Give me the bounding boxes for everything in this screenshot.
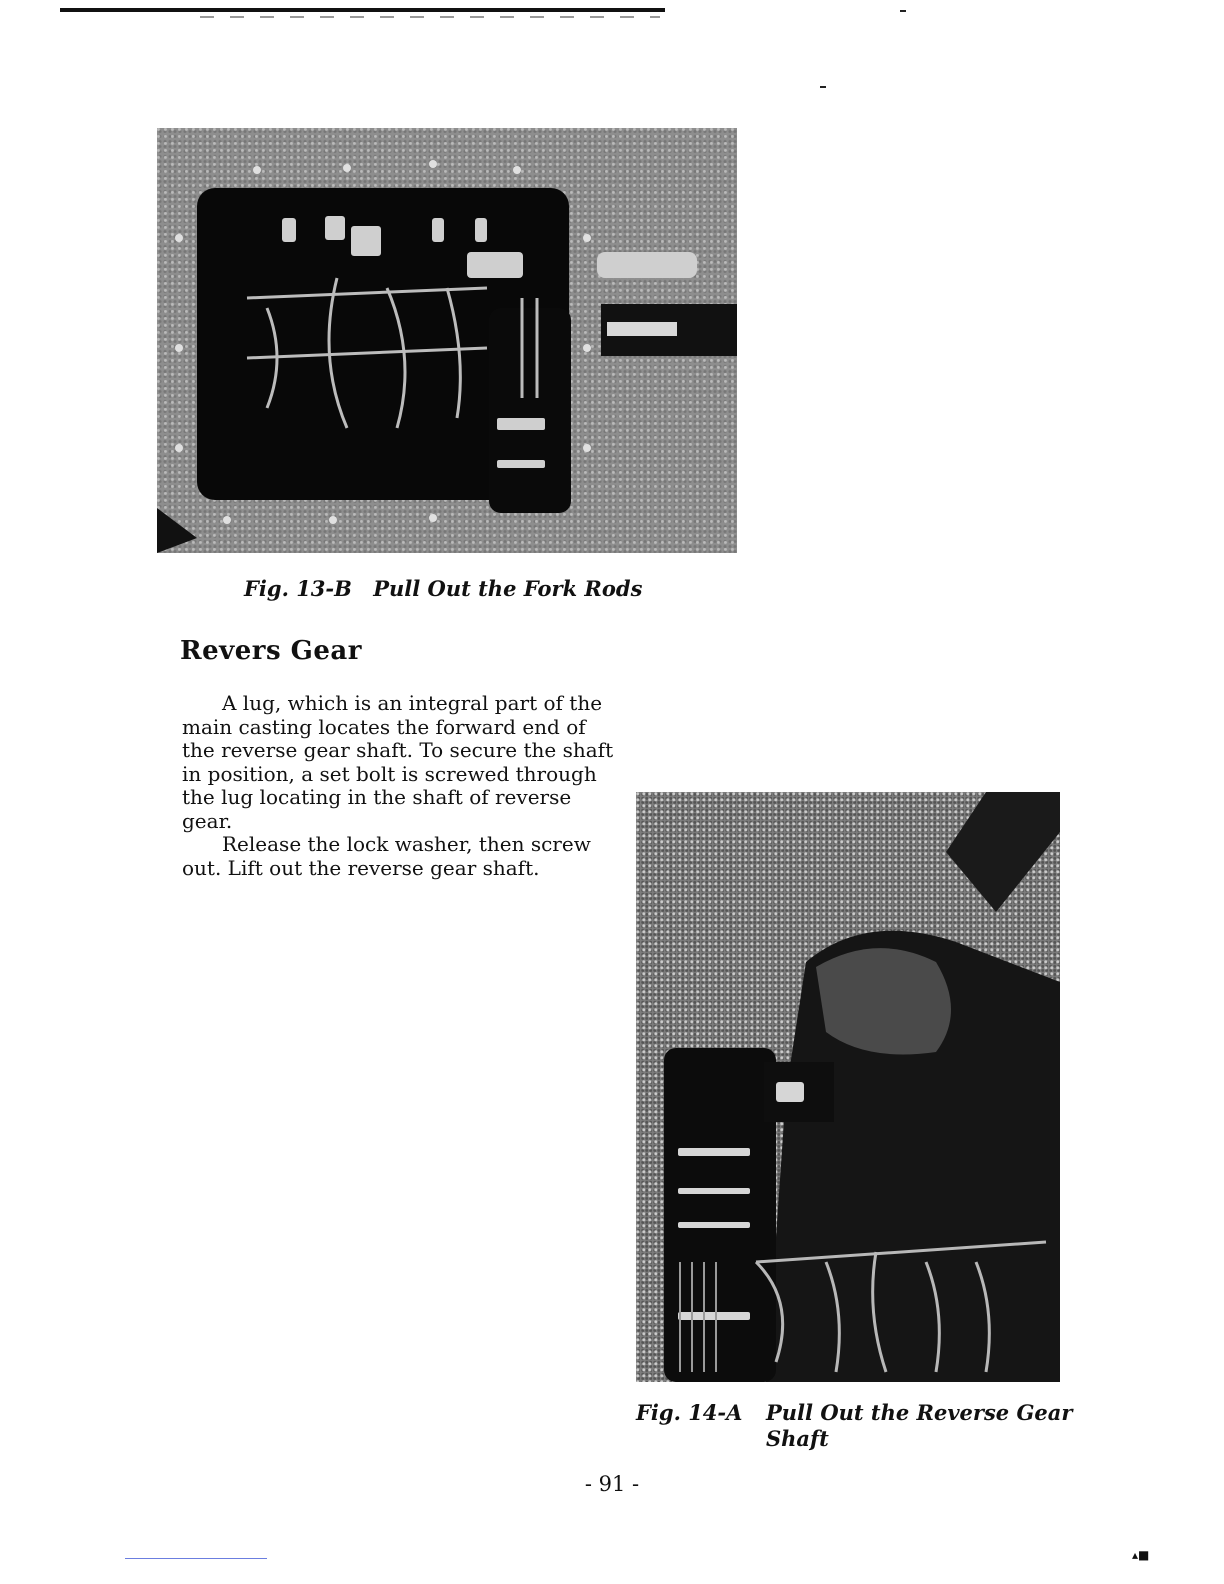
section-heading: Revers Gear — [180, 636, 362, 666]
figure-13b-photo — [157, 128, 737, 553]
section-body — [182, 692, 622, 880]
page-number: - 91 - — [584, 1472, 640, 1496]
figure-13b-title: Pull Out the Fork Rods — [373, 576, 643, 601]
figure-14a-title-line1: Pull Out the Reverse Gear — [766, 1400, 1073, 1425]
figure-14a-number: Fig. 14-A — [636, 1400, 743, 1425]
body-paragraph: A lug, which is an integral part of the main casting locates the forward end of the reverse gear shaft. To secure the shaft in position, a set bolt is screwed through the lug locating in the shaft of reverse gear. — [182, 691, 614, 833]
scan-speck — [820, 86, 826, 88]
header-rule — [60, 8, 665, 12]
scan-corner-mark: ▴■ — [1132, 1548, 1150, 1562]
body-paragraph: Release the lock washer, then screw out. Lift out the reverse gear shaft. — [182, 832, 591, 880]
figure-14a-photo — [636, 792, 1060, 1382]
figure-14a-title-line2: Shaft — [766, 1426, 829, 1451]
header-scan-noise — [200, 16, 660, 18]
figure-14a-caption — [636, 1400, 1073, 1451]
scan-speck — [900, 10, 906, 12]
figure-13b-caption — [244, 576, 642, 601]
footer-rule — [125, 1558, 267, 1559]
figure-13b-number: Fig. 13-B — [244, 576, 352, 601]
